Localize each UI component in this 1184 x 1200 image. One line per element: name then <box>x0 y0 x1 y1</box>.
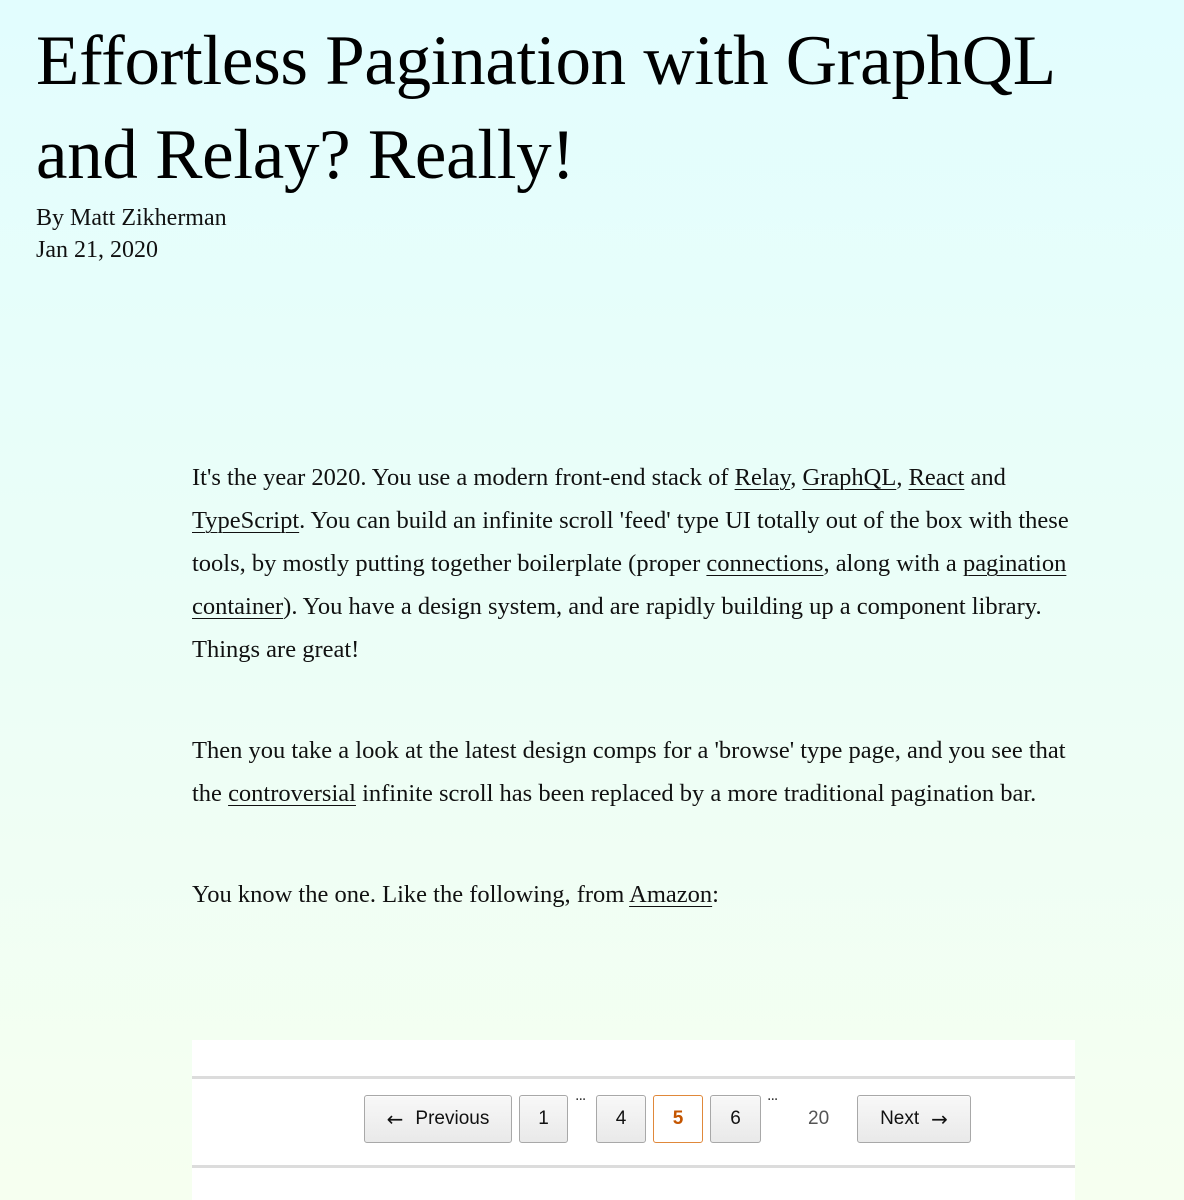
pager-divider-bottom <box>192 1165 1075 1168</box>
page-button-5-selected[interactable]: 5 <box>653 1095 703 1143</box>
pager-divider-top <box>192 1076 1075 1079</box>
paragraph-1-text-2: , <box>790 464 803 491</box>
paragraph-1-text-7: ). You have a design system, and are rapidly building up a component library. Things are great! <box>192 593 1042 663</box>
paragraph-3-text-1: You know the one. Like the following, from <box>192 881 630 908</box>
link-graphql[interactable]: GraphQL <box>802 464 897 491</box>
next-label: Next <box>880 1108 920 1129</box>
article-header <box>36 14 1156 266</box>
link-react[interactable]: React <box>908 464 965 491</box>
link-pagination-container[interactable]: pagination container <box>192 550 1067 620</box>
article-body <box>192 456 1082 974</box>
pagination-ellipsis-1: ... <box>575 1087 586 1104</box>
link-typescript[interactable]: TypeScript <box>192 507 300 534</box>
paragraph-1-text-6: , along with a <box>823 550 963 577</box>
paragraph-2-text-1: Then you take a look at the latest design comps for a 'browse' type page, and you see that the <box>192 737 1066 807</box>
pagination-ellipsis-2: ... <box>767 1087 778 1104</box>
arrow-right-icon: → <box>931 1107 948 1131</box>
paragraph-1-text-3: , <box>896 464 909 491</box>
paragraph-3-text-2: : <box>712 881 719 908</box>
amazon-pagination-screenshot <box>192 1040 1075 1200</box>
link-connections[interactable]: connections <box>706 550 824 577</box>
previous-button[interactable] <box>364 1095 512 1143</box>
paragraph-2-text-2: infinite scroll has been replaced by a more traditional pagination bar. <box>355 780 1037 807</box>
paragraph-1-text-4: and <box>964 464 1006 491</box>
previous-label: Previous <box>415 1108 490 1129</box>
article-author: By Matt Zikherman <box>36 205 227 231</box>
next-button[interactable] <box>857 1095 971 1143</box>
link-amazon[interactable]: Amazon <box>629 881 713 908</box>
paragraph-1-text-5: . You can build an infinite scroll 'feed' type UI totally out of the box with these tools, by mostly putting together boilerplate (proper <box>192 507 1069 577</box>
paragraph-2 <box>192 729 1082 815</box>
article-title: Effortless Pagination with GraphQL and Relay? Really! <box>36 22 1054 194</box>
paragraph-1 <box>192 456 1082 671</box>
article-date: Jan 21, 2020 <box>36 237 158 263</box>
page-button-4[interactable]: 4 <box>596 1095 646 1143</box>
paragraph-1-text-1: It's the year 2020. You use a modern front-end stack of <box>192 464 735 491</box>
page-button-1[interactable]: 1 <box>519 1095 568 1143</box>
link-controversial[interactable]: controversial <box>228 780 356 807</box>
page-button-6[interactable]: 6 <box>710 1095 761 1143</box>
arrow-left-icon: ← <box>386 1107 404 1131</box>
pagination-bar <box>192 1087 1075 1145</box>
link-relay[interactable]: Relay <box>734 464 791 491</box>
paragraph-3 <box>192 873 1082 916</box>
last-page-number: 20 <box>808 1108 830 1129</box>
